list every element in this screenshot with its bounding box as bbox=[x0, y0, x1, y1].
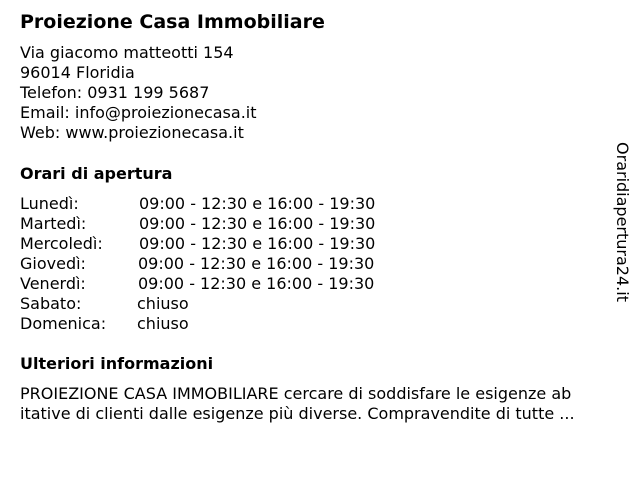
description-line: PROIEZIONE CASA IMMOBILIARE cercare di soddisfare le esigenze ab bbox=[20, 384, 572, 403]
day-label: Venerdì: bbox=[20, 274, 86, 293]
day-label: Lunedì: bbox=[20, 194, 79, 213]
day-hours: 09:00 - 12:30 e 16:00 - 19:30 bbox=[138, 274, 375, 293]
business-name: Proiezione Casa Immobiliare bbox=[20, 11, 325, 33]
day-label: Domenica: bbox=[20, 314, 107, 333]
email-line: Email: info@proiezionecasa.it bbox=[20, 103, 257, 122]
day-hours: 09:00 - 12:30 e 16:00 - 19:30 bbox=[139, 234, 376, 253]
day-hours: chiuso bbox=[137, 314, 189, 333]
day-label: Mercoledì: bbox=[20, 234, 103, 253]
more-info-heading: Ulteriori informazioni bbox=[20, 354, 214, 373]
phone-line: Telefon: 0931 199 5687 bbox=[20, 83, 210, 102]
day-hours: 09:00 - 12:30 e 16:00 - 19:30 bbox=[139, 194, 376, 213]
day-hours: chiuso bbox=[137, 294, 189, 313]
opening-hours-heading: Orari di apertura bbox=[20, 164, 173, 183]
site-watermark: Oraridiapertura24.it bbox=[613, 142, 632, 302]
description-line: itative di clienti dalle esigenze più diverse. Compravendite di tutte ... bbox=[20, 404, 575, 423]
day-label: Sabato: bbox=[20, 294, 82, 313]
day-hours: 09:00 - 12:30 e 16:00 - 19:30 bbox=[139, 214, 376, 233]
contact-block bbox=[20, 43, 257, 143]
day-label: Martedì: bbox=[20, 214, 87, 233]
address-city: 96014 Floridia bbox=[20, 63, 135, 82]
address-street: Via giacomo matteotti 154 bbox=[20, 43, 234, 62]
business-description bbox=[20, 384, 632, 424]
web-line: Web: www.proiezionecasa.it bbox=[20, 123, 244, 142]
day-label: Giovedì: bbox=[20, 254, 86, 273]
day-hours: 09:00 - 12:30 e 16:00 - 19:30 bbox=[138, 254, 375, 273]
